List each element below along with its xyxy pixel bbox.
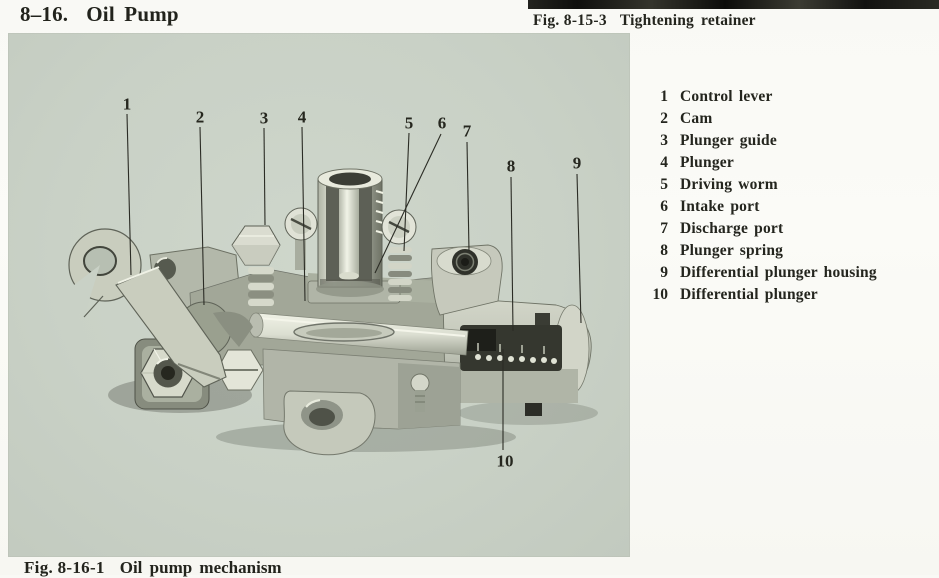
legend-number: 10 (652, 286, 668, 303)
legend-number: 5 (660, 176, 668, 193)
callout-number-9: 9 (572, 153, 582, 173)
callout-number-2: 2 (195, 107, 205, 127)
legend-number: 9 (660, 264, 668, 281)
legend-label: Differential plunger housing (680, 264, 877, 281)
section-number: 8–16. (20, 2, 69, 26)
previous-figure-caption (533, 12, 756, 30)
legend-number: 2 (660, 110, 668, 127)
plunger-spring-cutaway (460, 325, 562, 371)
legend-label: Cam (680, 110, 713, 127)
legend-number: 3 (660, 132, 668, 149)
legend-label: Discharge port (680, 220, 784, 237)
callout-number-5: 5 (404, 113, 414, 133)
legend-number: 7 (660, 220, 668, 237)
callout-number-8: 8 (506, 156, 516, 176)
legend-label: Intake port (680, 198, 760, 215)
legend-label: Plunger spring (680, 242, 784, 259)
callout-number-1: 1 (122, 94, 132, 114)
legend-item-6 (646, 196, 938, 218)
mounting-lug (284, 391, 375, 455)
legend-item-8 (646, 240, 938, 262)
oil-pump-photo (8, 33, 630, 557)
legend-label: Differential plunger (680, 286, 818, 303)
parts-legend (646, 86, 938, 306)
legend-label: Driving worm (680, 176, 778, 193)
callout-number-7: 7 (462, 121, 472, 141)
legend-item-2 (646, 108, 938, 130)
section-title: Oil Pump (86, 2, 179, 26)
legend-item-4 (646, 152, 938, 174)
previous-figure-title: Tightening retainer (619, 12, 756, 29)
legend-number: 1 (660, 88, 668, 105)
previous-figure-label: Fig. 8-15-3 (533, 12, 607, 29)
legend-label: Plunger guide (680, 132, 777, 149)
callout-number-3: 3 (259, 108, 269, 128)
section-heading (20, 2, 179, 27)
previous-figure-photo-edge (528, 0, 939, 9)
legend-item-3 (646, 130, 938, 152)
callout-number-10: 10 (496, 451, 514, 471)
legend-item-1 (646, 86, 938, 108)
legend-item-9 (646, 262, 938, 284)
figure-title: Oil pump mechanism (119, 558, 282, 577)
callout-number-4: 4 (297, 107, 307, 127)
legend-item-10 (646, 284, 938, 306)
legend-label: Control lever (680, 88, 773, 105)
legend-label: Plunger (680, 154, 734, 171)
legend-item-7 (646, 218, 938, 240)
left-screw (285, 208, 317, 270)
legend-number: 4 (660, 154, 668, 171)
figure-caption (24, 558, 282, 578)
legend-item-5 (646, 174, 938, 196)
legend-number: 8 (660, 242, 668, 259)
figure-label: Fig. 8-16-1 (24, 558, 105, 577)
legend-number: 6 (660, 198, 668, 215)
oil-pump-illustration (8, 33, 630, 557)
callout-number-6: 6 (437, 113, 447, 133)
